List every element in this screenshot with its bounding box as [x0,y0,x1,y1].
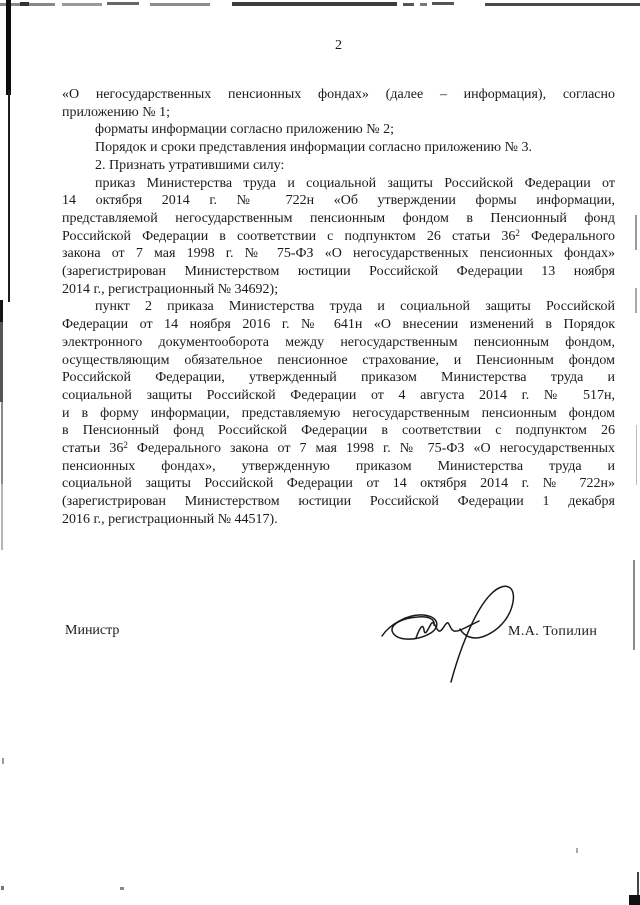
scan-artifact [1,402,3,484]
text-line: Российской Федерации в соответствии с подпунктом 26 статьи $36^2$ Федерального [62,227,615,244]
text-line: пункт 2 приказа Министерства труда и социальной защиты Российской [95,299,615,315]
scan-artifact [635,215,637,250]
signature-name: М.А. Топилин [508,624,598,639]
scan-artifact [62,3,102,6]
scan-artifact [629,895,640,905]
scan-artifact [20,2,29,6]
scan-artifact [403,3,414,6]
text-line: 2014 г., регистрационный № 34692); [62,281,279,297]
text-line: приказ Министерства труда и социальной защиты Российской Федерации от [95,175,615,191]
scan-artifact [6,0,11,95]
scan-artifact [420,3,427,6]
text-line: Порядок и сроки представления информации согласно приложению № 3. [95,140,532,156]
text-line: представляемой негосударственным пенсионным фондом в Пенсионный фонд [62,210,615,226]
text-line: Федерации от 14 ноября 2016 г. № 641н «О внесении изменений в Порядок [62,317,615,333]
text-line: закона от 7 мая 1998 г. № 75-ФЗ «О негосударственных пенсионных фондах» [62,246,615,262]
text-line: 2. Признать утратившими силу: [95,157,285,173]
text-line: 14 октября 2014 г. № 722н «Об утверждении формы информации, [62,193,615,209]
signature-title: Министр [65,623,120,638]
text-line: осуществляющим обязательное пенсионное страхование, и Пенсионным фондом [62,352,615,368]
text-line: (зарегистрирован Министерством юстиции Российской Федерации 13 ноября [62,264,615,280]
scan-artifact [576,848,578,853]
document-body [62,86,615,529]
scan-artifact [636,425,637,485]
text-line: приложению № 1; [62,104,171,120]
scan-artifact [232,2,397,6]
text-line: 2016 г., регистрационный № 44517). [62,511,278,527]
scan-artifact [120,887,124,890]
scan-artifact [0,322,3,402]
text-line: в Пенсионный фонд Российской Федерации в соответствии с подпунктом 26 [62,423,615,439]
scan-artifact [633,560,635,650]
page-number: 2 [335,38,342,53]
text-line: электронного документооборота между негосударственным пенсионным фондом, [62,334,615,350]
scan-artifact [0,300,3,322]
text-line: социальной защиты Российской Федерации от 14 октября 2014 г. № 722н» [62,476,615,492]
scan-artifact [635,288,637,313]
text-line: пенсионных фондах», утвержденную приказом Министерства труда и [62,458,615,474]
text-line: статьи $36^2$ Федерального закона от 7 мая 1998 г. № 75-ФЗ «О негосударственных [62,440,615,457]
text-line: (зарегистрирован Министерством юстиции Российской Федерации 1 декабря [62,494,615,510]
scan-artifact [2,758,4,764]
scan-artifact [432,2,454,5]
text-line: Российской Федерации, утвержденный приказом Министерства труда и [62,370,615,386]
text-line: форматы информации согласно приложению № 2; [95,122,394,138]
scan-artifact [1,484,3,550]
text-line: «О негосударственных пенсионных фондах» (далее – информация), согласно [62,87,615,102]
scan-artifact [150,3,210,6]
scan-artifact [1,886,4,890]
scan-artifact [485,3,640,6]
text-line: социальной защиты Российской Федерации от 4 августа 2014 г. № 517н, [62,387,615,403]
text-line: и в форму информации, представляемую негосударственным пенсионным фондом [62,405,615,421]
scan-artifact [8,90,10,302]
scan-artifact [107,2,139,5]
